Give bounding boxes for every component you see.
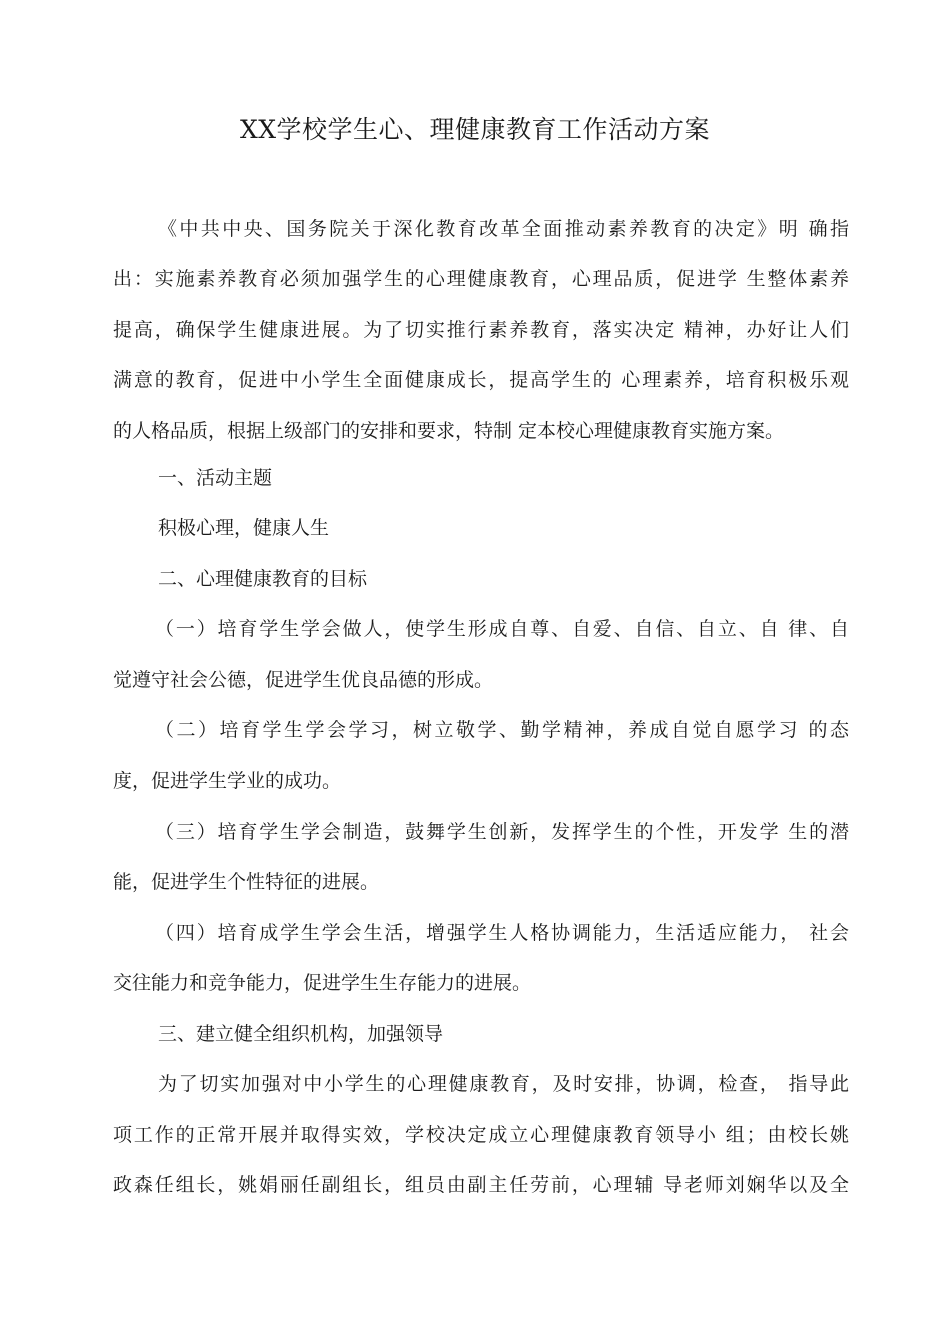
body-line: 觉遵守社会公德，促进学生优良品德的形成。 [113,669,494,691]
body-line: 《中共中央、国务院关于深化教育改革全面推动素养教育的决定》明 确指 [158,218,849,240]
body-line: （一）培育学生学会做人，使学生形成自尊、自爱、自信、自立、自 律、自 [155,618,849,640]
body-line: 为了切实加强对中小学生的心理健康教育，及时安排，协调，检查， 指导此 [158,1073,849,1095]
body-line: 度，促进学生学业的成功。 [113,770,342,792]
body-line: 的人格品质，根据上级部门的安排和要求，特制 定本校心理健康教育实施方案。 [113,420,785,442]
body-line: 政森任组长，姚娟丽任副组长，组员由副主任劳前，心理辅 导老师刘娴华以及全 [113,1174,849,1196]
section-heading: 三、建立健全组织机构，加强领导 [158,1023,444,1045]
body-line: （二）培育学生学会学习，树立敬学、勤学精神，养成自觉自愿学习 的态 [155,719,849,741]
body-line: 满意的教育，促进中小学生全面健康成长，提高学生的 心理素养，培育积极乐观 [113,369,849,391]
section-heading: 一、活动主题 [158,467,273,489]
document-title: XX学校学生心、理健康教育工作活动方案 [239,115,711,144]
section-heading: 二、心理健康教育的目标 [158,568,368,590]
body-line: 项工作的正常开展并取得实效，学校决定成立心理健康教育领导小 组；由校长姚 [113,1124,849,1146]
body-line: 提高，确保学生健康进展。为了切实推行素养教育，落实决定 精神，办好让人们 [113,319,849,341]
body-line: 积极心理，健康人生 [158,517,330,539]
body-line: 能，促进学生个性特征的进展。 [113,871,380,893]
body-line: 交往能力和竞争能力，促进学生生存能力的进展。 [113,972,532,994]
body-line: 出：实施素养教育必须加强学生的心理健康教育，心理品质，促进学 生整体素养 [113,268,849,290]
body-line: （四）培育成学生学会生活，增强学生人格协调能力，生活适应能力， 社会 [155,922,849,944]
body-line: （三）培育学生学会制造，鼓舞学生创新，发挥学生的个性，开发学 生的潜 [155,821,849,843]
